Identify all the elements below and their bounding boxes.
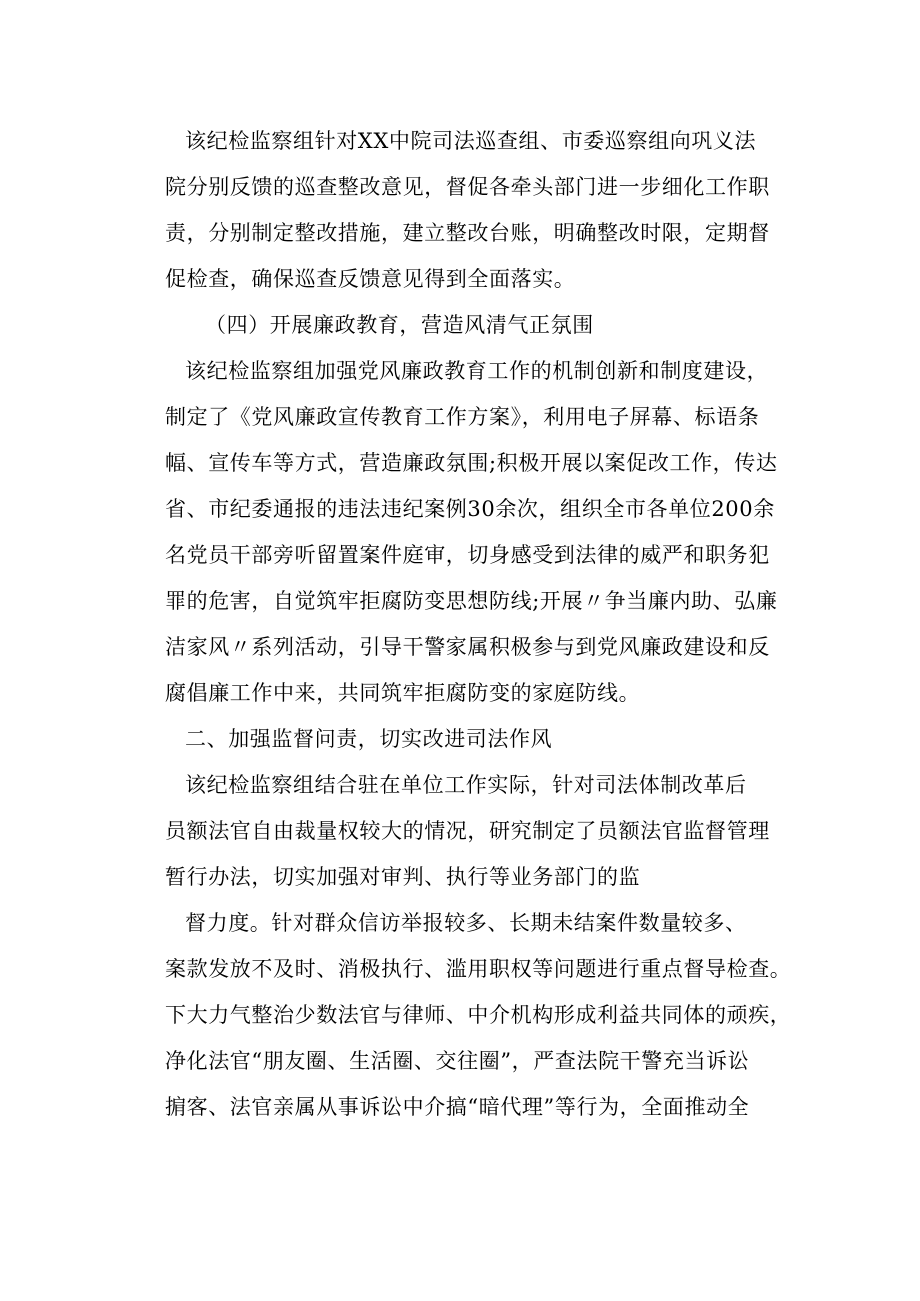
paragraph-line: 该纪检监察组加强党风廉政教育工作的机制创新和制度建设， (185, 359, 769, 383)
paragraph-line: 幅、宣传车等方式，营造廉政氛围;积极开展以案促改工作，传达 (165, 451, 778, 475)
paragraph-line: 罪的危害，自觉筑牢拒腐防变思想防线;开展〃争当廉内助、弘廉 (165, 589, 778, 613)
paragraph-line: 促检查，确保巡查反馈意见得到全面落实。 (165, 267, 576, 291)
paragraph-line: 腐倡廉工作中来，共同筑牢拒腐防变的家庭防线。 (165, 681, 641, 705)
paragraph-line: 该纪检监察组针对XX中院司法巡查组、市委巡察组向巩义法 (185, 129, 757, 153)
paragraph-line: 该纪检监察组结合驻在单位工作实际，针对司法体制改革后 (185, 773, 747, 797)
paragraph-line: 案款发放不及时、消极执行、滥用职权等问题进行重点督导检查。 (165, 957, 792, 981)
paragraph-line: 制定了《党风廉政宣传教育工作方案》，利用电子屏幕、标语条 (165, 405, 760, 429)
paragraph-line: 净化法官“朋友圈、生活圈、交往圈”，严查法院干警充当诉讼 (165, 1049, 750, 1073)
paragraph-line: 员额法官自由裁量权较大的情况，研究制定了员额法官监督管理 (165, 819, 770, 843)
section-heading: （四）开展廉政教育，营造风清气正氛围 (205, 313, 594, 337)
paragraph-line: 下大力气整治少数法官与律师、中介机构形成利益共同体的顽疾， (165, 1003, 792, 1027)
paragraph-line: 洁家风〃系列活动，引导干警家属积极参与到党风廉政建设和反 (165, 635, 770, 659)
paragraph-line: 院分别反馈的巡查整改意见，督促各牵头部门进一步细化工作职 (165, 175, 770, 199)
paragraph-line: 暂行办法，切实加强对审判、执行等业务部门的监 (165, 865, 641, 889)
paragraph-line: 掮客、法官亲属从事诉讼中介搞“暗代理”等行为，全面推动全 (165, 1095, 750, 1119)
document-body (165, 118, 795, 1130)
paragraph-line: 责，分别制定整改措施，建立整改台账，明确整改时限，定期督 (165, 221, 770, 245)
paragraph-line: 督力度。针对群众信访举报较多、长期未结案件数量较多、 (185, 911, 747, 935)
paragraph-line: 名党员干部旁听留置案件庭审，切身感受到法律的威严和职务犯 (165, 543, 770, 567)
paragraph-line: 省、市纪委通报的违法违纪案例30余次，组织全市各单位200余 (165, 497, 775, 521)
section-heading: 二、加强监督问责，切实改进司法作风 (185, 727, 553, 751)
